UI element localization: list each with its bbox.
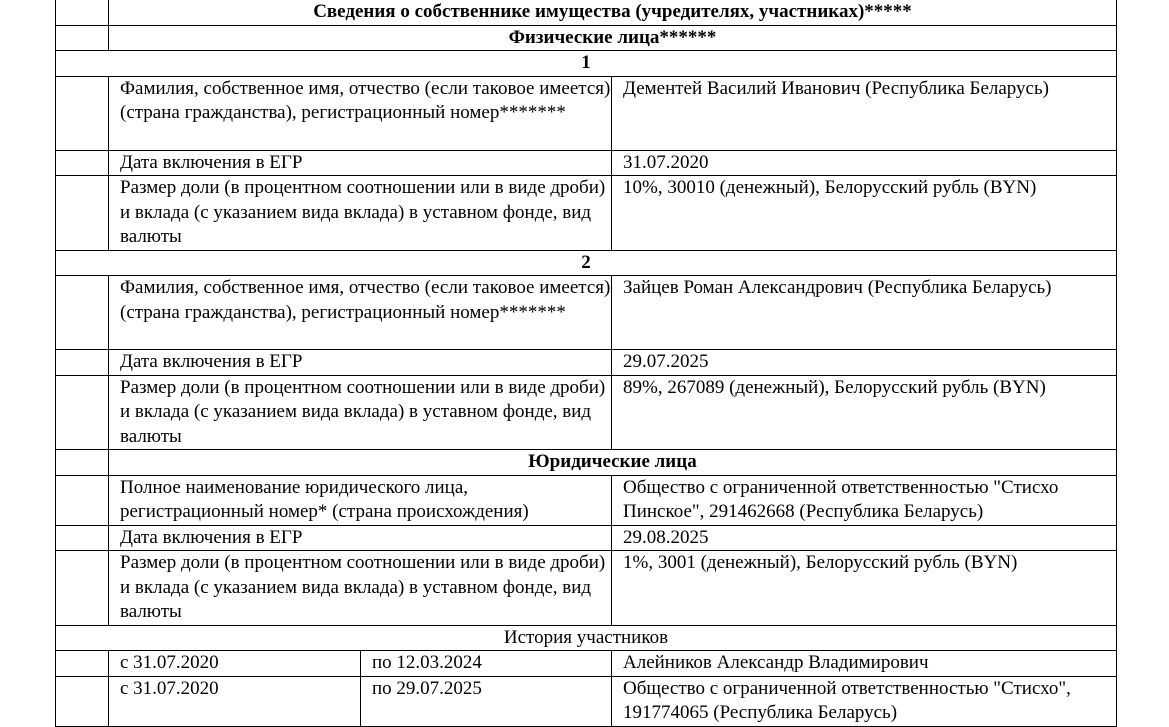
blank-cell — [56, 525, 109, 551]
individual-number: 2 — [56, 250, 1117, 276]
individual-date-value: 29.07.2025 — [612, 350, 1117, 376]
legal-date-label: Дата включения в ЕГР — [109, 525, 612, 551]
blank-cell — [56, 276, 109, 350]
legal-name-row — [56, 475, 1117, 525]
legal-name-label: Полное наименование юридического лица, регистрационный номер* (страна происхождения) — [109, 475, 612, 525]
history-from: с 31.07.2020 — [109, 651, 361, 677]
blank-cell — [56, 375, 109, 450]
individuals-title: Физические лица****** — [109, 25, 1117, 51]
history-to: по 29.07.2025 — [361, 676, 612, 726]
individual-name-value: Дементей Василий Иванович (Республика Беларусь) — [612, 76, 1117, 150]
individual-number-row — [56, 250, 1117, 276]
blank-cell — [56, 676, 109, 726]
individual-share-label: Размер доли (в процентном соотношении или в виде дроби) и вклада (с указанием вида вклада) в уставном фонде, вид валюты — [109, 375, 612, 450]
blank-cell — [56, 551, 109, 626]
blank-cell — [56, 0, 109, 25]
blank-cell — [56, 150, 109, 176]
individual-number: 1 — [56, 51, 1117, 77]
owner-section-title: Сведения о собственнике имущества (учредителях, участниках)***** — [109, 0, 1117, 25]
individual-number-row — [56, 51, 1117, 77]
blank-cell — [56, 176, 109, 251]
individual-date-label: Дата включения в ЕГР — [109, 350, 612, 376]
legal-header-row — [56, 450, 1117, 476]
individual-name-label: Фамилия, собственное имя, отчество (если таковое имеется) (страна гражданства), регистрационный номер******* — [109, 276, 612, 350]
blank-cell — [56, 651, 109, 677]
individual-name-label: Фамилия, собственное имя, отчество (если таковое имеется) (страна гражданства), регистрационный номер******* — [109, 76, 612, 150]
legal-share-row — [56, 551, 1117, 626]
history-name: Алейников Александр Владимирович — [612, 651, 1117, 677]
owner-section-header-row — [56, 0, 1117, 25]
blank-cell — [56, 450, 109, 476]
history-from: с 31.07.2020 — [109, 676, 361, 726]
blank-cell — [56, 350, 109, 376]
individual-date-row — [56, 350, 1117, 376]
owner-info-table — [55, 0, 1117, 727]
legal-date-row — [56, 525, 1117, 551]
history-header-row — [56, 625, 1117, 651]
history-name: Общество с ограниченной ответственностью "Стисхо", 191774065 (Республика Беларусь) — [612, 676, 1117, 726]
blank-cell — [56, 25, 109, 51]
individual-share-value: 89%, 267089 (денежный), Белорусский рубль (BYN) — [612, 375, 1117, 450]
legal-share-value: 1%, 3001 (денежный), Белорусский рубль (BYN) — [612, 551, 1117, 626]
history-row — [56, 651, 1117, 677]
history-to: по 12.03.2024 — [361, 651, 612, 677]
individual-share-row — [56, 375, 1117, 450]
blank-cell — [56, 76, 109, 150]
legal-title: Юридические лица — [109, 450, 1117, 476]
individuals-header-row — [56, 25, 1117, 51]
individual-name-value: Зайцев Роман Александрович (Республика Беларусь) — [612, 276, 1117, 350]
individual-name-row — [56, 76, 1117, 150]
individual-name-row — [56, 276, 1117, 350]
individual-share-label: Размер доли (в процентном соотношении или в виде дроби) и вклада (с указанием вида вклада) в уставном фонде, вид валюты — [109, 176, 612, 251]
individual-share-row — [56, 176, 1117, 251]
blank-cell — [56, 475, 109, 525]
legal-share-label: Размер доли (в процентном соотношении или в виде дроби) и вклада (с указанием вида вклада) в уставном фонде, вид валюты — [109, 551, 612, 626]
history-row — [56, 676, 1117, 726]
individual-share-value: 10%, 30010 (денежный), Белорусский рубль (BYN) — [612, 176, 1117, 251]
legal-date-value: 29.08.2025 — [612, 525, 1117, 551]
individual-date-row — [56, 150, 1117, 176]
legal-name-value: Общество с ограниченной ответственностью "Стисхо Пинское", 291462668 (Республика Беларусь) — [612, 475, 1117, 525]
individual-date-value: 31.07.2020 — [612, 150, 1117, 176]
history-title: История участников — [56, 625, 1117, 651]
individual-date-label: Дата включения в ЕГР — [109, 150, 612, 176]
